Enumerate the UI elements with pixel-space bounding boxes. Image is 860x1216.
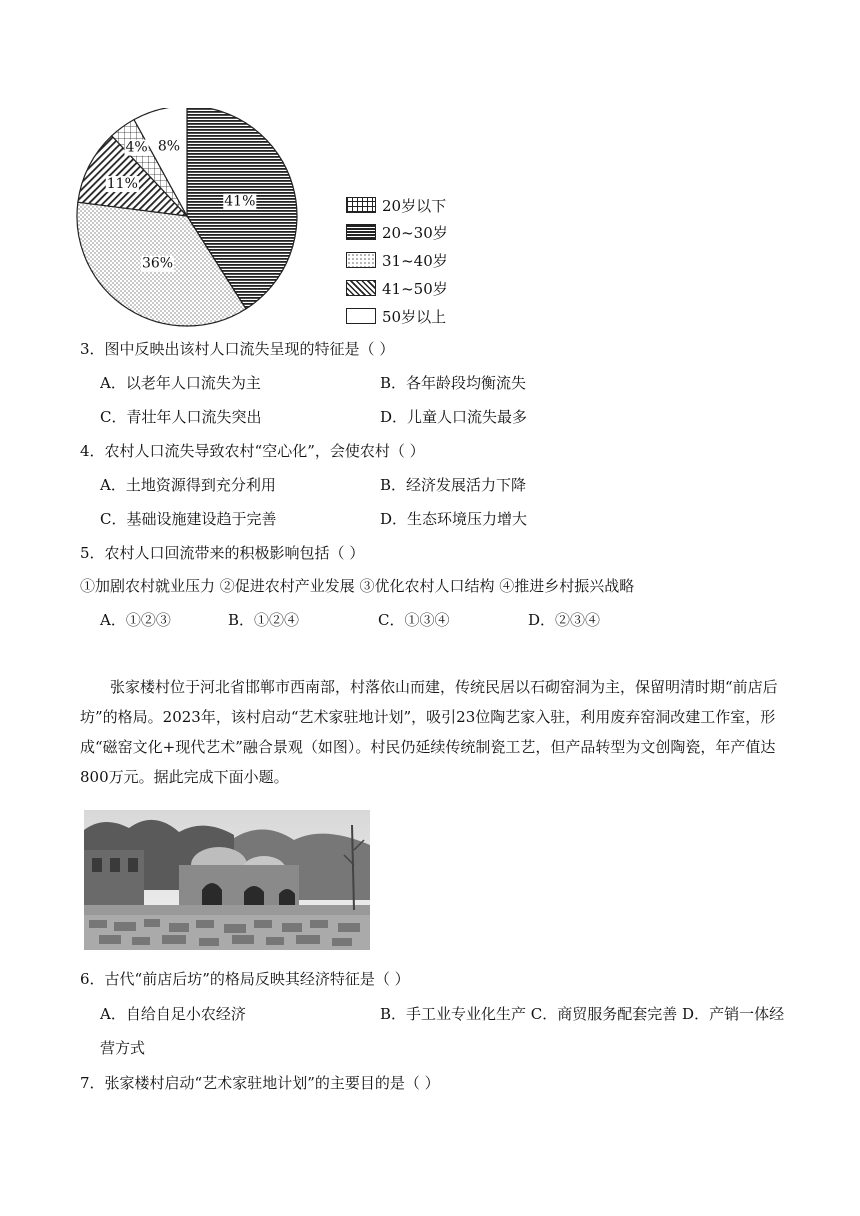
- legend-label: 20岁以下: [382, 196, 447, 215]
- age-pie-chart: [70, 108, 310, 330]
- legend-swatch-blank: [346, 308, 376, 324]
- pie-data-label-2: 11%: [106, 176, 138, 193]
- legend-item-over50: [346, 306, 446, 326]
- kiln-village-photo: [84, 810, 370, 950]
- question-5-stem: 5．农村人口回流带来的积极影响包括（ ）: [80, 544, 365, 562]
- q5-option-d[interactable]: D．②③④: [528, 611, 601, 629]
- q5-option-b[interactable]: B．①②④: [228, 611, 300, 629]
- q6-option-a[interactable]: A．自给自足小农经济: [100, 1005, 246, 1023]
- question-7-stem: 7．张家楼村启动“艺术家驻地计划”的主要目的是（ ）: [80, 1074, 440, 1092]
- q4-option-a[interactable]: A．土地资源得到充分利用: [100, 476, 276, 494]
- legend-item-under20: [346, 195, 446, 215]
- q4-option-c[interactable]: C．基础设施建设趋于完善: [100, 510, 277, 528]
- legend-swatch-grid: [346, 197, 376, 213]
- q5-option-c[interactable]: C．①③④: [378, 611, 450, 629]
- q5-option-a[interactable]: A．①②③: [100, 611, 171, 629]
- q5-statements: ①加剧农村就业压力 ②促进农村产业发展 ③优化农村人口结构 ④推进乡村振兴战略: [80, 577, 635, 595]
- q3-option-c[interactable]: C．青壮年人口流失突出: [100, 408, 262, 426]
- q4-option-d[interactable]: D．生态环境压力增大: [380, 510, 528, 528]
- q4-option-b[interactable]: B．经济发展活力下降: [380, 476, 527, 494]
- legend-item-31-40: [346, 250, 448, 270]
- q3-option-b[interactable]: B．各年龄段均衡流失: [380, 374, 527, 392]
- pie-data-label-1: 36%: [141, 255, 174, 272]
- legend-swatch-diagonal: [346, 280, 376, 296]
- legend-item-20-30: [346, 222, 448, 242]
- legend-label: 50岁以上: [382, 307, 447, 326]
- pie-data-label-4: 8%: [157, 138, 181, 155]
- q6-option-d-continued: 营方式: [100, 1039, 146, 1057]
- legend-swatch-hlines: [346, 224, 376, 240]
- question-4-stem: 4．农村人口流失导致农村“空心化”，会使农村（ ）: [80, 442, 425, 460]
- legend-label: 20~30岁: [382, 223, 448, 242]
- legend-item-41-50: [346, 278, 448, 298]
- legend-swatch-dots: [346, 252, 376, 268]
- legend-label: 41~50岁: [382, 279, 448, 298]
- q3-option-a[interactable]: A．以老年人口流失为主: [100, 374, 261, 392]
- pie-data-label-3: 4%: [125, 139, 148, 156]
- reading-passage: 张家楼村位于河北省邯郸市西南部，村落依山而建，传统民居以石砌窑洞为主，保留明清时期“前店后坊”的格局。2023年，该村启动“艺术家驻地计划”，吸引23位陶艺家入驻，利用废弃窑洞改建工作室，形成“磁窑文化+现代艺术”融合景观（如图）。村民仍延续传统制瓷工艺，但产品转型为文创陶瓷，年产值达800万元。据此完成下面小题。: [80, 678, 778, 786]
- legend-label: 31~40岁: [382, 251, 448, 270]
- question-6-stem: 6．古代“前店后坊”的格局反映其经济特征是（ ）: [80, 970, 410, 988]
- q6-options-bcd[interactable]: B．手工业专业化生产 C．商贸服务配套完善 D．产销一体经: [380, 1005, 785, 1023]
- question-3-stem: 3．图中反映出该村人口流失呈现的特征是（ ）: [80, 340, 395, 358]
- q3-option-d[interactable]: D．儿童人口流失最多: [380, 408, 528, 426]
- pie-data-label-0: 41%: [224, 193, 256, 210]
